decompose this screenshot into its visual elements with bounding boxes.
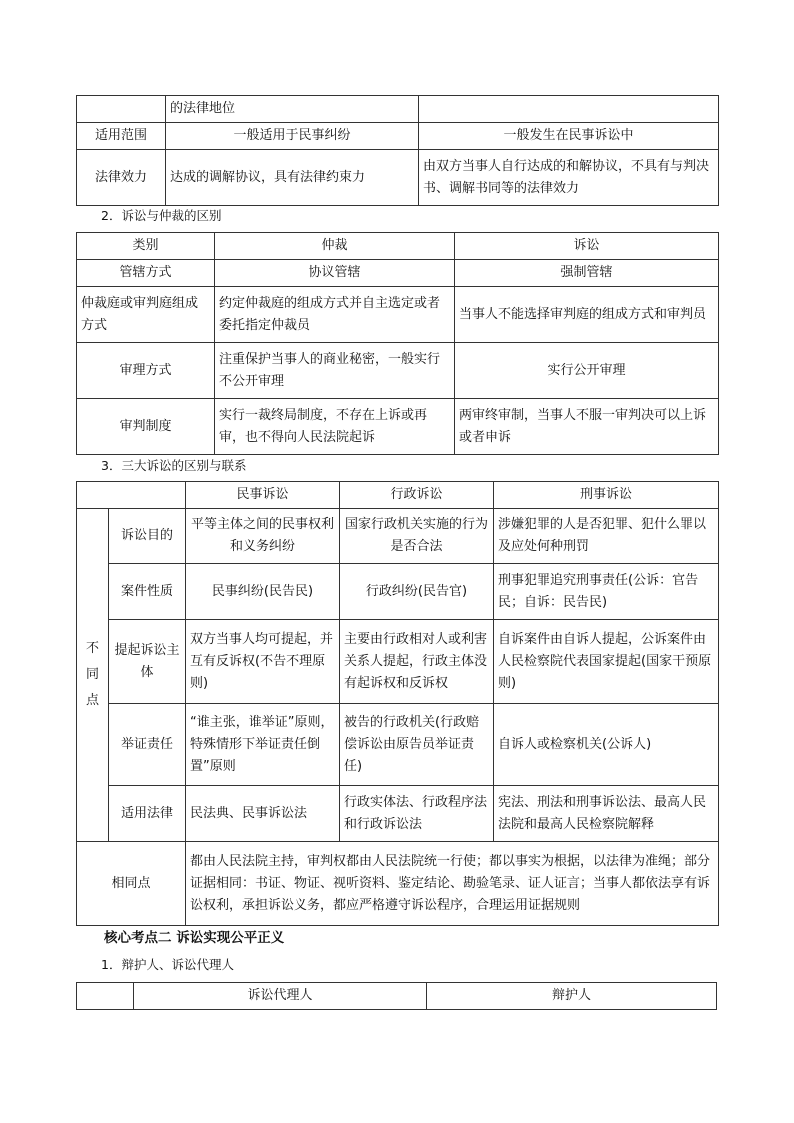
table-cell: 宪法、刑法和刑事诉讼法、最高人民法院和最高人民检察院解释 [494, 786, 719, 842]
table-cell [77, 96, 166, 123]
table-cell [419, 96, 719, 123]
group-label-differences [77, 509, 109, 842]
table-row [77, 564, 719, 620]
table-header-cell: 诉讼代理人 [134, 983, 427, 1010]
table-row [77, 509, 719, 564]
table-cell: 审理方式 [77, 343, 215, 399]
table-row [77, 842, 719, 926]
table-header-cell: 刑事诉讼 [494, 482, 719, 509]
table-cell: 一般发生在民事诉讼中 [419, 123, 719, 150]
table-cell: 当事人不能选择审判庭的组成方式和审判员 [455, 287, 719, 343]
table-header-row [77, 983, 717, 1010]
table-cell: 主要由行政相对人或利害关系人提起，行政主体没有起诉权和反诉权 [340, 620, 494, 704]
table-cell: 案件性质 [109, 564, 186, 620]
table-cell: 被告的行政机关(行政赔偿诉讼由原告员举证责任) [340, 704, 494, 786]
table-cell: 实行公开审理 [455, 343, 719, 399]
section-heading: 核心考点二 诉讼实现公平正义 [104, 930, 285, 946]
table-cell: 提起诉讼主体 [109, 620, 186, 704]
table-cell: 行政实体法、行政程序法和行政诉讼法 [340, 786, 494, 842]
table-cell: 约定仲裁庭的组成方式并自主选定或者委托指定仲裁员 [215, 287, 455, 343]
table-defender-agent [76, 982, 717, 1010]
table-cell: 适用范围 [77, 123, 166, 150]
table-cell: 涉嫌犯罪的人是否犯罪、犯什么罪以及应处何种刑罚 [494, 509, 719, 564]
group-label-text: 不同点 [85, 641, 99, 708]
table-cell: 民事纠纷(民告民) [186, 564, 340, 620]
table-row [77, 287, 719, 343]
table-row [77, 260, 719, 287]
table-cell: 强制管辖 [455, 260, 719, 287]
table-cell: 达成的调解协议，具有法律约束力 [166, 150, 419, 206]
table-cell: 协议管辖 [215, 260, 455, 287]
table-cell: 国家行政机关实施的行为是否合法 [340, 509, 494, 564]
table-header-row [77, 233, 719, 260]
table-cell: 一般适用于民事纠纷 [166, 123, 419, 150]
table-cell: 法律效力 [77, 150, 166, 206]
table-row [77, 343, 719, 399]
table-cell: 注重保护当事人的商业秘密，一般实行不公开审理 [215, 343, 455, 399]
table-cell: 诉讼目的 [109, 509, 186, 564]
table-header-cell [77, 482, 186, 509]
table-header-row [77, 482, 719, 509]
table-header-cell: 辩护人 [427, 983, 717, 1010]
section-title: 1．辩护人、诉讼代理人 [101, 957, 234, 972]
table-litigation-vs-arbitration [76, 232, 719, 455]
table-three-litigations [76, 481, 719, 926]
table-mediation-comparison [76, 95, 719, 206]
table-header-cell: 仲裁 [215, 233, 455, 260]
table-row [77, 620, 719, 704]
table-header-cell: 诉讼 [455, 233, 719, 260]
table-cell: 仲裁庭或审判庭组成方式 [77, 287, 215, 343]
table-header-cell: 行政诉讼 [340, 482, 494, 509]
table-header-cell: 类别 [77, 233, 215, 260]
table-cell: 实行一裁终局制度，不存在上诉或再审，也不得向人民法院起诉 [215, 399, 455, 455]
table-cell: 自诉案件由自诉人提起，公诉案件由人民检察院代表国家提起(国家干预原则) [494, 620, 719, 704]
table-row [77, 786, 719, 842]
table-cell: 两审终审制，当事人不服一审判决可以上诉或者申诉 [455, 399, 719, 455]
table-row [77, 399, 719, 455]
table-cell: 平等主体之间的民事权利和义务纠纷 [186, 509, 340, 564]
table-cell: “谁主张，谁举证”原则，特殊情形下举证责任倒置”原则 [186, 704, 340, 786]
section-title: 3．三大诉讼的区别与联系 [101, 458, 247, 473]
table-cell: 管辖方式 [77, 260, 215, 287]
table-cell: 由双方当事人自行达成的和解协议，不具有与判决书、调解书同等的法律效力 [419, 150, 719, 206]
table-cell: 双方当事人均可提起，并互有反诉权(不告不理原则) [186, 620, 340, 704]
section-title: 2．诉讼与仲裁的区别 [101, 208, 222, 223]
table-row [77, 704, 719, 786]
table-row [77, 150, 719, 206]
table-row [77, 96, 719, 123]
table-cell: 审判制度 [77, 399, 215, 455]
table-cell: 民法典、民事诉讼法 [186, 786, 340, 842]
table-cell: 刑事犯罪追究刑事责任(公诉：官告民；自诉：民告民) [494, 564, 719, 620]
table-header-cell: 民事诉讼 [186, 482, 340, 509]
table-cell: 的法律地位 [166, 96, 419, 123]
table-cell: 相同点 [77, 842, 186, 926]
table-cell: 行政纠纷(民告官) [340, 564, 494, 620]
table-cell: 都由人民法院主持，审判权都由人民法院统一行使；都以事实为根据，以法律为准绳；部分证据相同：书证、物证、视听资料、鉴定结论、勘验笔录、证人证言；当事人都依法享有诉讼权利，承担诉讼义务，都应严格遵守诉讼程序，合理运用证据规则 [186, 842, 719, 926]
table-cell: 举证责任 [109, 704, 186, 786]
table-row [77, 123, 719, 150]
table-cell: 自诉人或检察机关(公诉人) [494, 704, 719, 786]
table-cell: 适用法律 [109, 786, 186, 842]
table-header-cell [77, 983, 134, 1010]
